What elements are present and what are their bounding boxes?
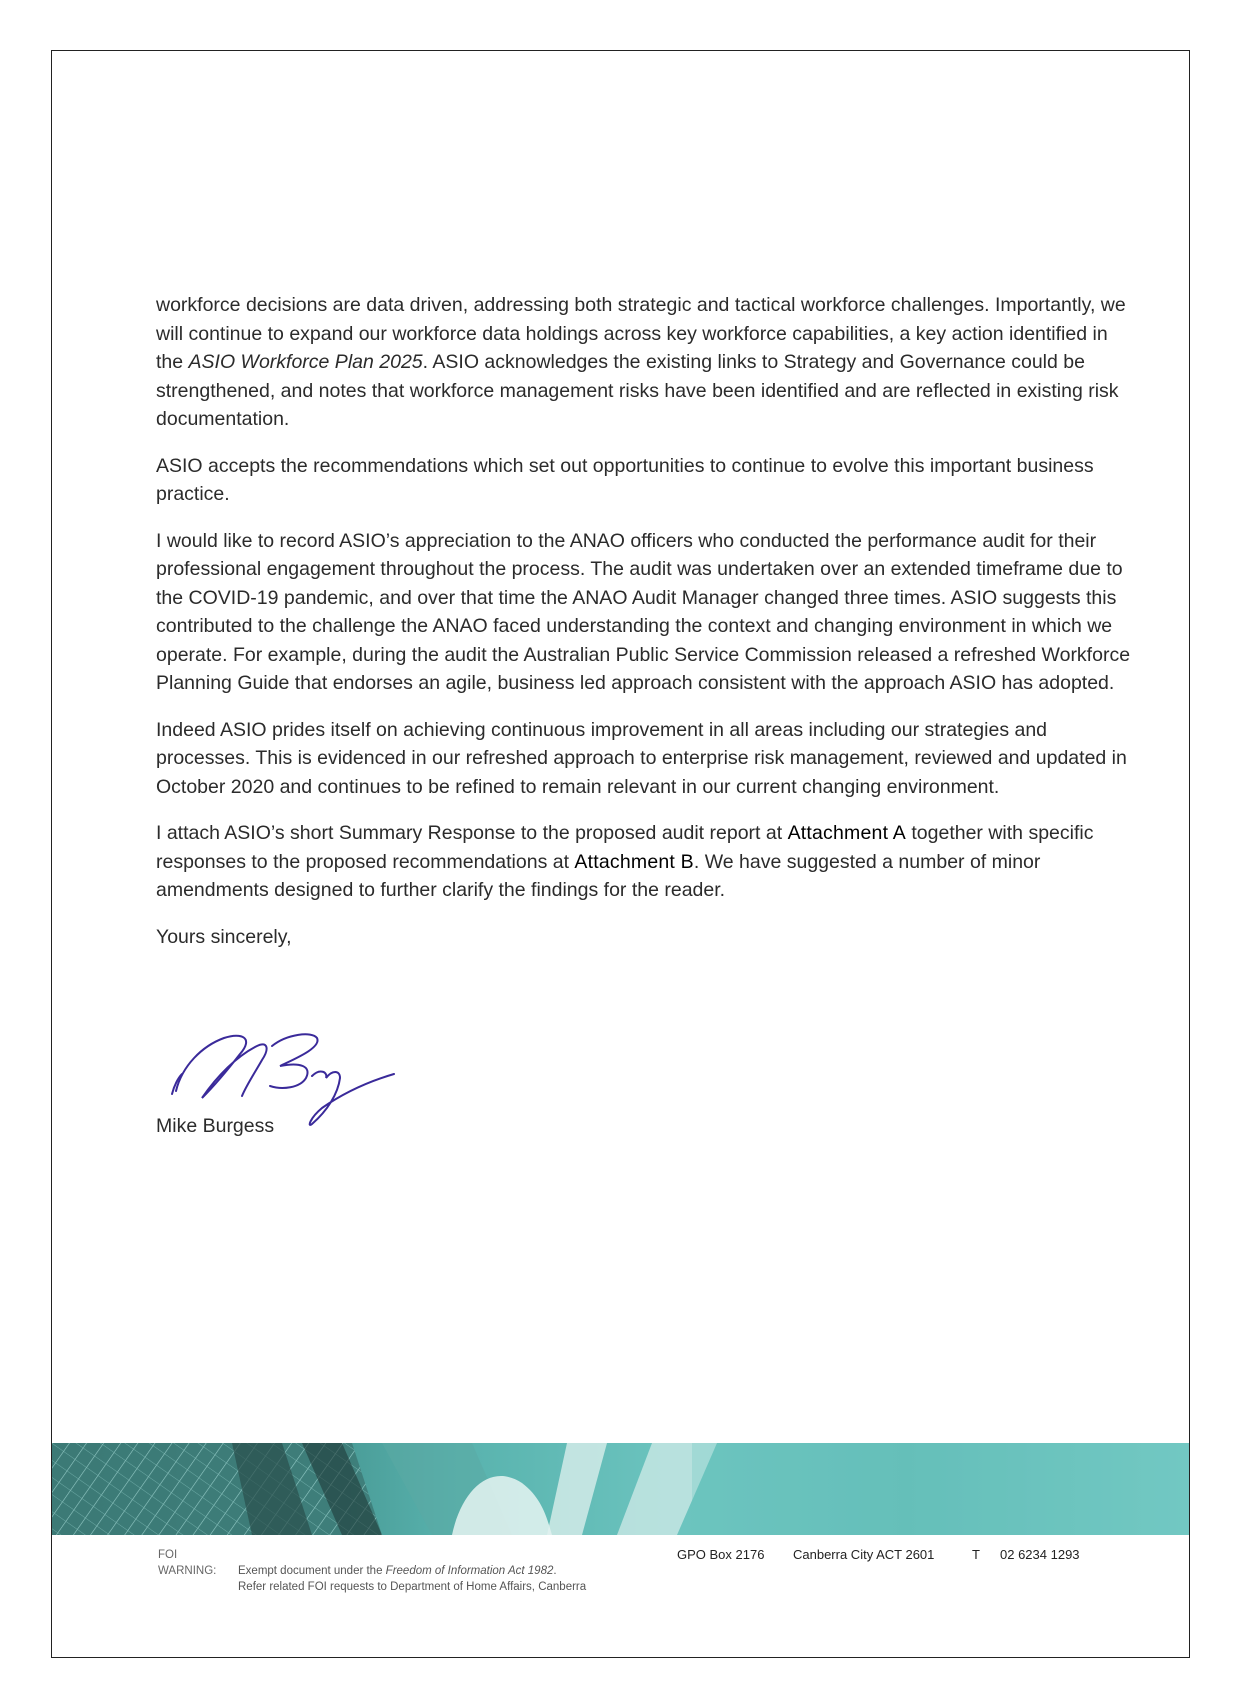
city-address: Canberra City ACT 2601 <box>793 1547 935 1562</box>
foi-warning-label: FOI WARNING: <box>158 1549 217 1577</box>
foi-warning: FOI WARNING: Exempt document under the Freedom of Information Act 1982. Refer related FOI requests to Department of Home Affairs, Canberra <box>158 1549 587 1593</box>
signatory-name: Mike Burgess <box>156 1115 275 1137</box>
paragraph-workforce-decisions: workforce decisions are data driven, addressing both strategic and tactical workforce challenges. Importantly, we will continue to expand our workforce data holdings across key workforce capabilities, a key action identified in the ASIO Workforce Plan 2025. ASIO acknowledges the existing links to Strategy and Governance could be strengthened, and notes that workforce management risks have been identified and are reflected in existing risk documentation. <box>156 294 1126 430</box>
footer-banner-image <box>52 1443 1190 1535</box>
attachment-b-label: Attachment B <box>574 850 694 873</box>
letter-footer <box>52 1541 1190 1601</box>
attachment-a-label: Attachment A <box>787 822 906 844</box>
foi-act-title: Freedom of Information Act 1982 <box>385 1565 554 1577</box>
paragraph-continuous-improvement: Indeed ASIO prides itself on achieving continuous improvement in all areas including our strategies and processes. This is evidenced in our refreshed approach to enterprise risk management, reviewed and updated in October 2020 and continues to be refined to remain relevant in our current changing environment. <box>156 718 1127 798</box>
letter-page <box>51 50 1190 1658</box>
paragraph-attachments: I attach ASIO’s short Summary Response to the proposed audit report at Attachment A together with specific responses to the proposed recommendations at Attachment B. We have suggested a number of minor amendments designed to further clarify the findings for the reader. <box>156 822 1094 901</box>
po-box: GPO Box 2176 <box>677 1547 765 1562</box>
paragraph-recommendations: ASIO accepts the recommendations which set out opportunities to continue to evolve this important business practice. <box>156 454 1094 505</box>
paragraph-appreciation: I would like to record ASIO’s appreciation to the ANAO officers who conducted the performance audit for their professional engagement throughout the process. The audit was undertaken over an extended timeframe due to the COVID-19 pandemic, and over that time the ANAO Audit Manager changed three times. ASIO suggests this contributed to the challenge the ANAO faced understanding the context and changing environment in which we operate. For example, during the audit the Australian Public Service Commission released a refreshed Workforce Planning Guide that endorses an agile, business led approach consistent with the approach ASIO has adopted. <box>156 529 1131 694</box>
phone-label: T <box>972 1547 980 1562</box>
closing-salutation: Yours sincerely, <box>156 925 292 948</box>
workforce-plan-title: ASIO Workforce Plan 2025 <box>188 351 423 373</box>
letter-body <box>156 291 1136 969</box>
foi-referral-note: Refer related FOI requests to Department of Home Affairs, Canberra <box>238 1581 587 1593</box>
phone-number: 02 6234 1293 <box>1000 1547 1080 1562</box>
